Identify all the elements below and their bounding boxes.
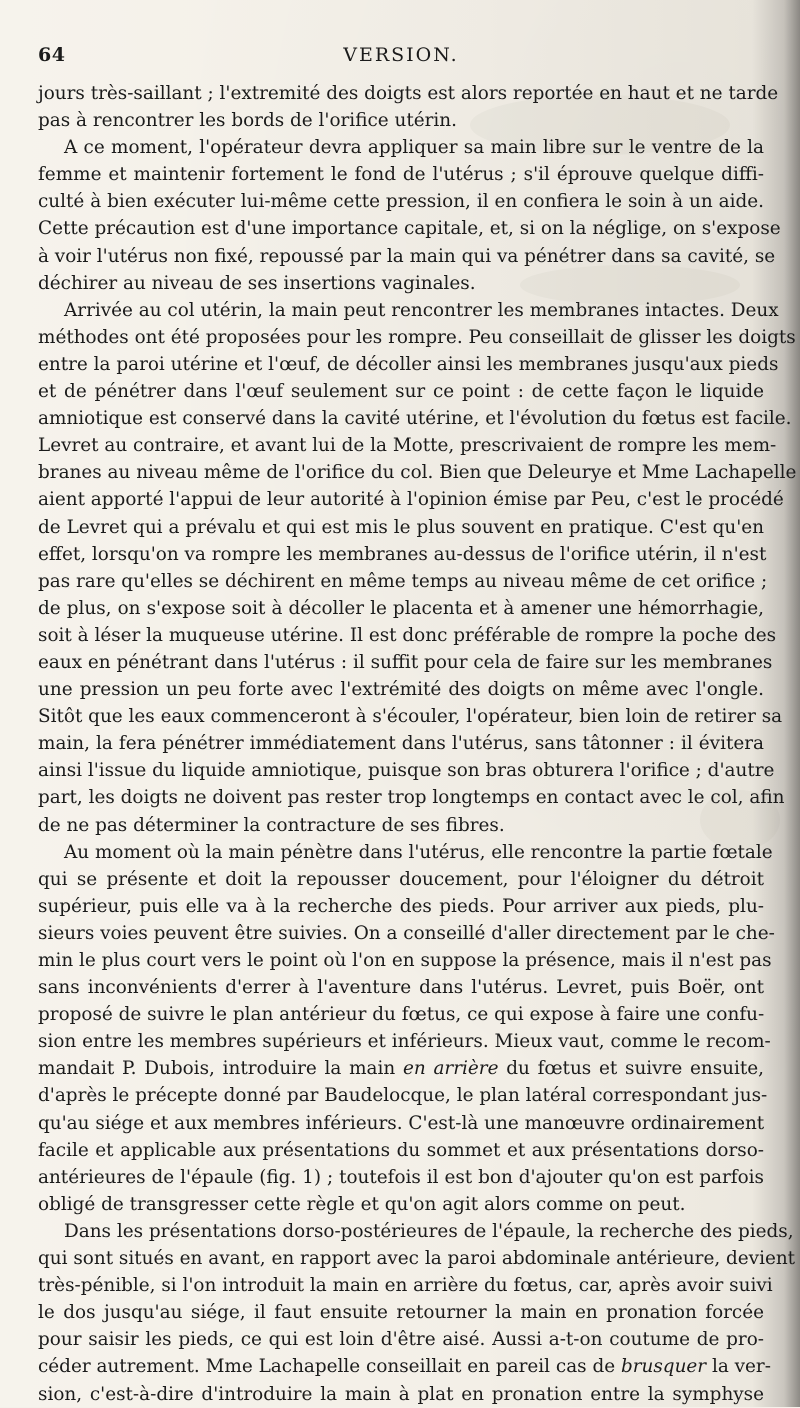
text-run: femme et maintenir fortement le fond de l'utérus ; s'il éprouve quelque diffi-: [38, 164, 764, 186]
text-run: déchirer au niveau de ses insertions vaginales.: [38, 272, 476, 294]
text-line: [38, 514, 764, 541]
text-line: [38, 432, 777, 459]
text-line: [38, 1245, 796, 1272]
text-run: pas à rencontrer les bords de l'orifice utérin.: [38, 110, 457, 132]
text-run: qui sont situés en avant, en rapport avec la paroi abdominale antérieure, devient: [38, 1248, 796, 1270]
text-run: branes au niveau même de l'orifice du col. Bien que Deleurye et Mme Lachapelle: [38, 462, 797, 484]
text-line: [38, 188, 764, 215]
text-run: facile et applicable aux présentations du sommet et aux présentations dorso-: [38, 1139, 764, 1161]
text-run: Sitôt que les eaux commenceront à s'écouler, l'opérateur, bien loin de retirer sa: [38, 706, 783, 728]
text-line: [38, 1381, 764, 1408]
text-line: [38, 1299, 764, 1326]
text-line: [38, 1137, 764, 1164]
text-run: qui se présente et doit la repousser doucement, pour l'éloigner du détroit: [38, 868, 764, 890]
text-run: effet, lorsqu'on va rompre les membranes au-dessus de l'orifice utérin, il n'est: [38, 543, 767, 565]
text-run: une pression un peu forte avec l'extrémité des doigts on même avec l'ongle.: [38, 679, 764, 701]
text-line: [38, 893, 764, 920]
text-run: min le plus court vers le point où l'on en suppose la présence, mais il n'est pas: [38, 950, 772, 971]
text-run: part, les doigts ne doivent pas rester trop longtemps en contact avec le col, afin: [38, 787, 785, 809]
text-run: eaux en pénétrant dans l'utérus : il suffit pour cela de faire sur les membranes: [38, 651, 773, 673]
text-run: Dans les présentations dorso-postérieures de l'épaule, la recherche des pieds,: [64, 1220, 794, 1242]
running-title: VERSION.: [343, 44, 459, 66]
text-line: [38, 215, 781, 242]
text-line: [38, 920, 775, 947]
page-number: 64: [38, 44, 66, 66]
text-line: [38, 459, 797, 486]
text-run: céder autrement. Mme Lachapelle conseillait en pareil cas de: [38, 1356, 621, 1378]
text-run: ainsi l'issue du liquide amniotique, puisque son bras obturera l'orifice ; d'autre: [38, 760, 775, 782]
text-line: [38, 405, 792, 432]
text-line: [38, 270, 764, 297]
text-line: [38, 1272, 773, 1299]
text-line: [38, 703, 783, 730]
paragraph: [38, 80, 779, 134]
text-run: sion, c'est-à-dire d'introduire la main à plat en pronation entre la symphyse: [38, 1383, 764, 1405]
text-run: Au moment où la main pénètre dans l'utérus, elle rencontre la partie fœtale: [64, 841, 773, 863]
text-line: [38, 161, 764, 188]
text-run: proposé de suivre le plan antérieur du fœtus, ce qui expose à faire une confu-: [38, 1004, 765, 1026]
text-run: très-pénible, si l'on introduit la main en arrière du fœtus, car, après avoir suivi: [38, 1275, 773, 1297]
text-line: [38, 486, 784, 513]
text-line: [38, 839, 773, 866]
text-line: [38, 1164, 764, 1191]
text-line: [38, 1353, 771, 1380]
text-line: [38, 757, 775, 784]
text-run: aient apporté l'appui de leur autorité à l'opinion émise par Peu, c'est le procédé: [38, 489, 784, 511]
text-line: [38, 1082, 768, 1109]
text-run: Cette précaution est d'une importance capitale, et, si on la néglige, on s'expose: [38, 218, 781, 240]
text-run: du fœtus et suivre ensuite,: [498, 1058, 764, 1080]
text-line: [38, 812, 764, 839]
text-run: antérieures de l'épaule (fig. 1) ; toutefois il est bon d'ajouter qu'on est parfois: [38, 1166, 764, 1188]
text-run: culté à bien exécuter lui-même cette pression, il en confiera le soin à un aide.: [38, 191, 764, 213]
text-line: [38, 107, 764, 134]
text-run: obligé de transgresser cette règle et qu'on agit alors comme on peut.: [38, 1193, 686, 1215]
text-line: [38, 134, 764, 161]
text-line: [38, 1218, 794, 1245]
italic-text: brusquer: [620, 1356, 707, 1378]
paragraph: [38, 134, 781, 297]
text-run: mandait P. Dubois, introduire la main: [38, 1058, 403, 1080]
text-line: [38, 730, 764, 757]
text-line: [38, 1110, 764, 1137]
text-run: de Levret qui a prévalu et qui est mis le plus souvent en pratique. C'est qu'en: [38, 516, 764, 538]
text-run: A ce moment, l'opérateur devra appliquer sa main libre sur le ventre de la: [64, 137, 764, 159]
text-run: le dos jusqu'au siége, il faut ensuite retourner la main en pronation forcée: [38, 1302, 764, 1324]
paragraph: [38, 839, 775, 1218]
text-run: pas rare qu'elles se déchirent en même temps au niveau même de cet orifice ;: [38, 570, 768, 592]
text-line: [38, 297, 779, 324]
text-run: sieurs voies peuvent être suivies. On a conseillé d'aller directement par le che-: [38, 922, 775, 944]
paragraph: [38, 297, 797, 839]
text-line: [38, 1028, 771, 1055]
italic-text: en arrière: [402, 1058, 499, 1080]
text-line: [38, 866, 764, 893]
text-run: soit à léser la muqueuse utérine. Il est donc préférable de rompre la poche des: [38, 624, 777, 646]
body-text: [38, 80, 797, 1408]
text-line: [38, 324, 796, 351]
text-line: [38, 80, 779, 107]
text-line: [38, 1001, 764, 1028]
text-run: supérieur, puis elle va à la recherche des pieds. Pour arriver aux pieds, plu-: [38, 895, 764, 917]
text-line: [38, 568, 768, 595]
text-line: [38, 351, 779, 378]
text-line: [38, 622, 777, 649]
text-run: méthodes ont été proposées pour les rompre. Peu conseillait de glisser les doigts: [38, 326, 796, 348]
text-line: [38, 1326, 764, 1353]
text-line: [38, 784, 785, 811]
text-run: d'après le précepte donné par Baudelocque, le plan latéral correspondant jus-: [38, 1085, 768, 1107]
page-header: [38, 42, 764, 74]
text-line: [38, 947, 772, 974]
text-line: [38, 676, 764, 703]
text-run: entre la paroi utérine et l'œuf, de décoller ainsi les membranes jusqu'aux pieds: [38, 353, 779, 375]
text-run: main, la fera pénétrer immédiatement dans l'utérus, sans tâtonner : il évitera: [38, 733, 764, 755]
text-line: [38, 974, 764, 1001]
paragraph: [38, 1218, 796, 1408]
text-line: [38, 541, 767, 568]
text-run: Arrivée au col utérin, la main peut rencontrer les membranes intactes. Deux: [64, 299, 779, 321]
text-line: [38, 1055, 764, 1082]
text-run: jours très-saillant ; l'extremité des doigts est alors reportée en haut et ne tarde: [38, 83, 779, 104]
text-run: à voir l'utérus non fixé, repoussé par la main qui va pénétrer dans sa cavité, se: [38, 245, 776, 267]
text-line: [38, 243, 776, 270]
text-run: sion entre les membres supérieurs et inférieurs. Mieux vaut, comme le recom-: [38, 1031, 771, 1053]
text-run: Levret au contraire, et avant lui de la Motte, prescrivaient de rompre les mem-: [38, 435, 777, 457]
text-run: et de pénétrer dans l'œuf seulement sur ce point : de cette façon le liquide: [38, 381, 764, 403]
text-run: sans inconvénients d'errer à l'aventure dans l'utérus. Levret, puis Boër, ont: [38, 977, 764, 999]
text-line: [38, 1191, 764, 1218]
text-run: amniotique est conservé dans la cavité utérine, et l'évolution du fœtus est facile.: [38, 408, 792, 430]
text-line: [38, 378, 764, 405]
text-run: de plus, on s'expose soit à décoller le placenta et à amener une hémorrhagie,: [38, 597, 764, 619]
text-run: de ne pas déterminer la contracture de ses fibres.: [38, 814, 505, 836]
text-run: la ver-: [706, 1356, 771, 1378]
text-line: [38, 649, 773, 676]
text-line: [38, 595, 764, 622]
text-run: pour saisir les pieds, ce qui est loin d'être aisé. Aussi a-t-on coutume de pro-: [38, 1329, 764, 1351]
text-run: qu'au siége et aux membres inférieurs. C'est-là une manœuvre ordinairement: [38, 1112, 765, 1134]
